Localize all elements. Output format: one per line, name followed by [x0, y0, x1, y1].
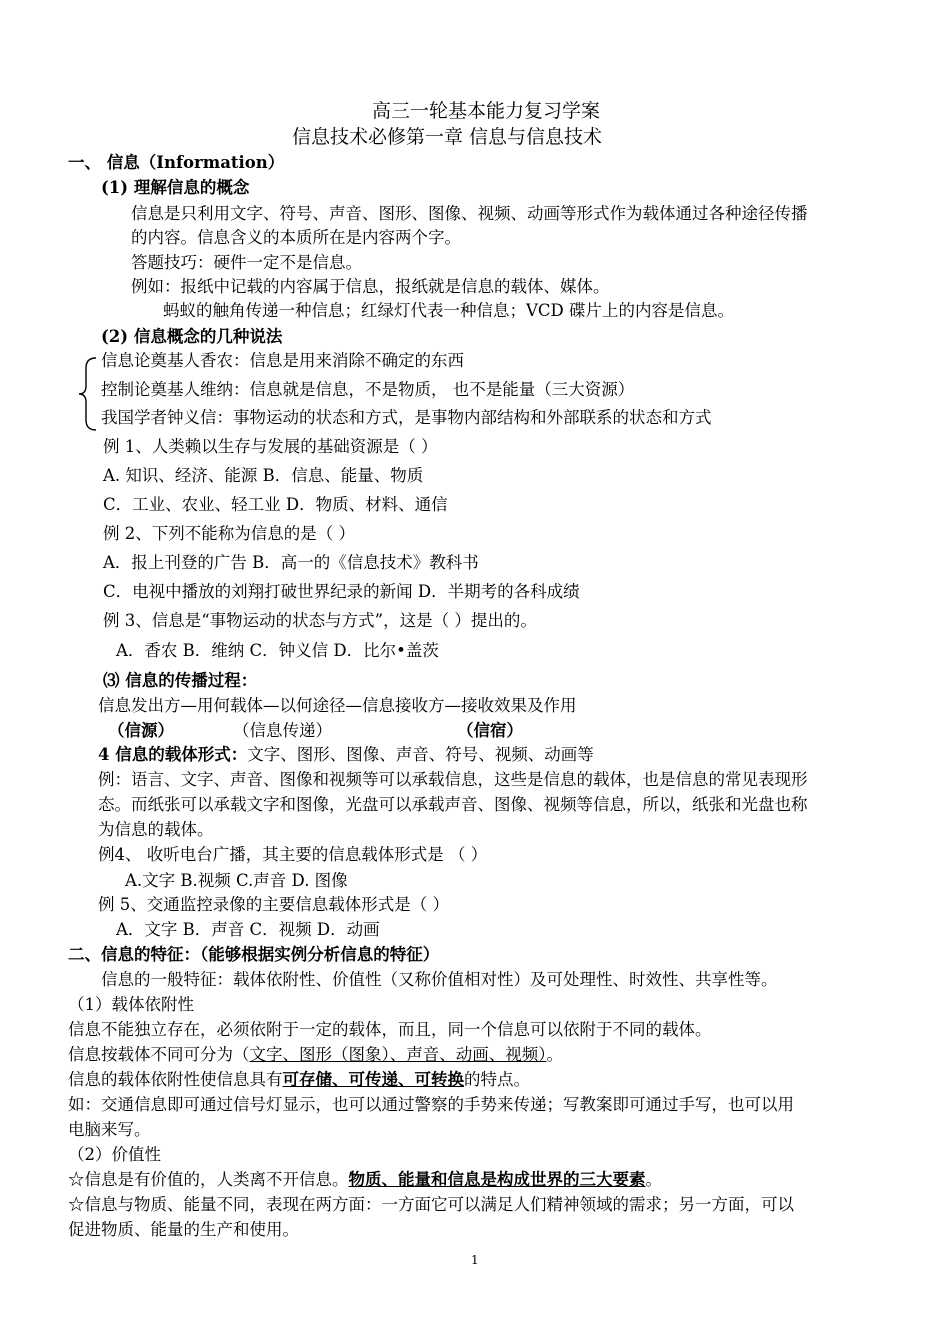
process-label-sink: （信宿） — [457, 721, 523, 740]
definition-line: 信息论奠基人香农：信息是用来消除不确定的东西 — [101, 351, 464, 370]
doc-title: 高三一轮基本能力复习学案 — [372, 100, 601, 122]
paragraph-line: 促进物质、能量的生产和使用。 — [68, 1220, 299, 1239]
paragraph-line: 答题技巧：硬件一定不是信息。 — [131, 253, 362, 272]
section-2-1-heading: （1）载体依附性 — [68, 995, 194, 1014]
text-run: 信息按载体不同可分为（ — [68, 1045, 250, 1064]
section-1-heading: 一、 信息（Information） — [68, 153, 285, 172]
paragraph-line — [68, 1170, 662, 1190]
section-1-4-line — [98, 745, 594, 765]
paragraph-line: 例如：报纸中记载的内容属于信息，报纸就是信息的载体、媒体。 — [131, 277, 610, 296]
definition-line: 我国学者钟义信：事物运动的状态和方式，是事物内部结构和外部联系的状态和方式 — [101, 408, 712, 427]
underlined-text: 文字、图形（图象）、声音、动画、视频） — [249, 1045, 547, 1064]
section-1-1-heading: (1) 理解信息的概念 — [101, 178, 250, 197]
paragraph-line: 态。而纸张可以承载文字和图像，光盘可以承载声音、图像、视频等信息，所以，纸张和光盘也称 — [98, 795, 808, 814]
paragraph-line: 的内容。信息含义的本质所在是内容两个字。 — [131, 228, 461, 247]
paragraph-line: ☆信息与物质、能量不同，表现在两方面：一方面它可以满足人们精神领域的需求；另一方面，可以 — [68, 1195, 794, 1214]
section-2-2-heading: （2）价值性 — [68, 1145, 161, 1164]
question-options: C．电视中播放的刘翔打破世界纪录的新闻 D．半期考的各科成绩 — [103, 582, 580, 601]
paragraph-line: 蚂蚁的触角传递一种信息；红绿灯代表一种信息；VCD 碟片上的内容是信息。 — [163, 301, 735, 320]
paragraph-line: 信息是只利用文字、符号、声音、图形、图像、视频、动画等形式作为载体通过各种途径传播 — [131, 204, 808, 223]
question-options: C．工业、农业、轻工业 D．物质、材料、通信 — [103, 495, 448, 514]
text-run: 。 — [645, 1170, 662, 1189]
section-1-4-text: 文字、图形、图像、声音、符号、视频、动画等 — [247, 745, 594, 764]
paragraph-line: 为信息的载体。 — [98, 820, 214, 839]
question-options: A．文字 B．声音 C．视频 D．动画 — [116, 920, 380, 939]
question-options: A．香农 B．维纳 C．钟义信 D．比尔•盖茨 — [116, 641, 439, 660]
text-run: 。 — [546, 1045, 563, 1064]
left-brace-icon — [76, 356, 100, 432]
text-run: 信息的载体依附性使信息具有 — [68, 1070, 283, 1089]
section-1-3-heading: ⑶ 信息的传播过程： — [103, 671, 258, 690]
paragraph-line — [68, 1045, 563, 1065]
paragraph-line: 电脑来写。 — [68, 1120, 151, 1139]
text-run: ☆信息是有价值的，人类离不开信息。 — [68, 1170, 349, 1189]
page-number: 1 — [471, 1253, 479, 1267]
question-stem: 例 3、信息是“事物运动的状态与方式”，这是（ ）提出的。 — [103, 611, 537, 630]
question-options: A.文字 B.视频 C.声音 D. 图像 — [125, 871, 348, 890]
process-label-source: （信源） — [108, 721, 174, 740]
paragraph-line: 例：语言、文字、声音、图像和视频等可以承载信息，这些是信息的载体，也是信息的常见表现形 — [98, 770, 808, 789]
definition-line: 控制论奠基人维纳：信息就是信息，不是物质， 也不是能量（三大资源） — [101, 380, 635, 399]
paragraph-line: 如：交通信息即可通过信号灯显示，也可以通过警察的手势来传递；写教案即可通过手写，也可以用 — [68, 1095, 794, 1114]
question-stem: 例 1、人类赖以生存与发展的基础资源是（ ） — [103, 437, 438, 456]
paragraph-line — [68, 1070, 530, 1090]
paragraph-line: 信息不能独立存在，必须依附于一定的载体，而且，同一个信息可以依附于不同的载体。 — [68, 1020, 712, 1039]
process-flow: 信息发出方—用何载体—以何途径—信息接收方—接收效果及作用 — [98, 696, 577, 715]
question-stem: 例 2、下列不能称为信息的是（ ） — [103, 524, 355, 543]
emphasis-text: 物质、能量和信息是构成世界的三大要素 — [348, 1170, 646, 1189]
question-stem: 例 5、交通监控录像的主要信息载体形式是（ ） — [98, 895, 449, 914]
paragraph-line: 信息的一般特征：载体依附性、价值性（又称价值相对性）及可处理性、时效性、共享性等。 — [101, 970, 778, 989]
question-options: A．报上刊登的广告 B．高一的《信息技术》教科书 — [103, 553, 479, 572]
process-label-channel: （信息传递） — [233, 721, 332, 740]
emphasis-text: 可存储、可传递、可转换 — [282, 1070, 464, 1089]
doc-subtitle: 信息技术必修第一章 信息与信息技术 — [292, 126, 603, 148]
text-run: 的特点。 — [464, 1070, 530, 1089]
section-2-heading: 二、信息的特征：（能够根据实例分析信息的特征） — [68, 945, 440, 964]
section-1-2-heading: (2) 信息概念的几种说法 — [101, 327, 283, 346]
question-options: A. 知识、经济、能源 B．信息、能量、物质 — [103, 466, 424, 485]
section-1-4-heading: 4 信息的载体形式： — [98, 745, 248, 764]
question-stem: 例4、 收听电台广播，其主要的信息载体形式是 （ ） — [98, 845, 488, 864]
